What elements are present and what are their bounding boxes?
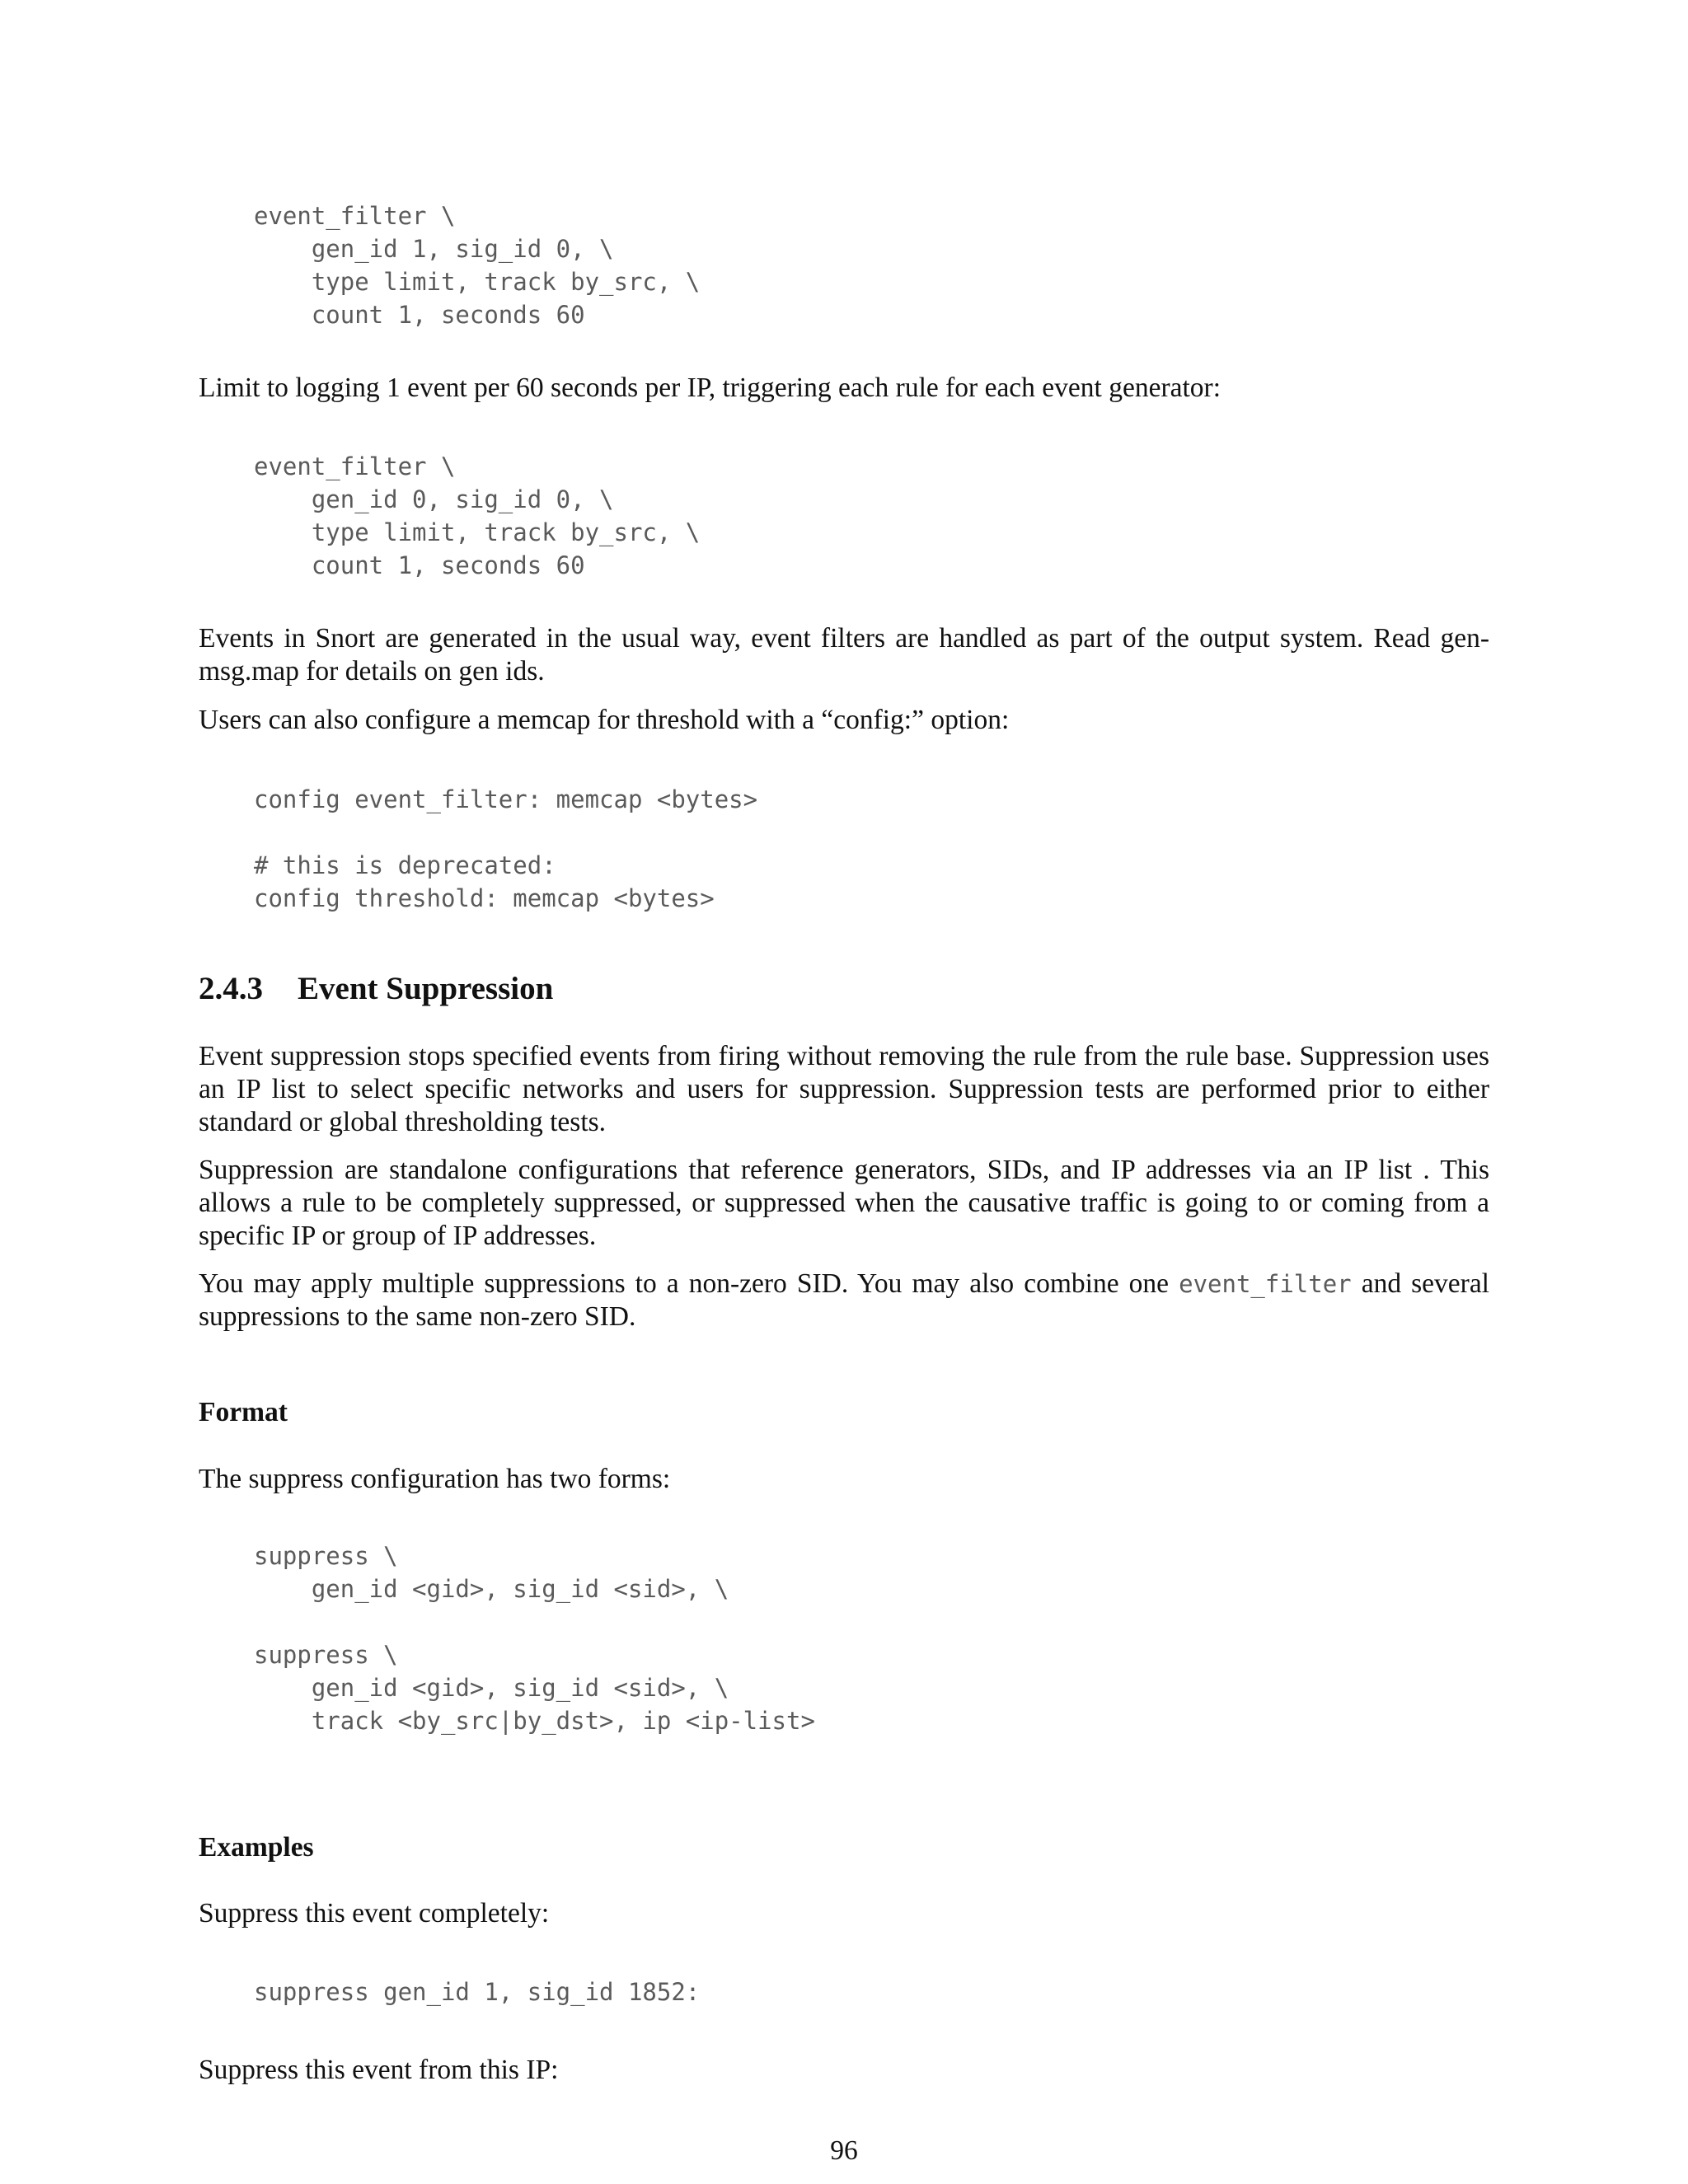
- paragraph-suppression-standalone: Suppression are standalone configurations that reference generators, SIDs, and IP addresses via an IP list . This allows a rule to be completely suppressed, or suppressed when the causative traffic is going to or coming from a specific IP or group of IP addresses.: [199, 1155, 1489, 1251]
- inline-code-event-filter: event_filter: [1179, 1270, 1352, 1298]
- section-heading: [199, 970, 553, 1008]
- multiple-text-after: and several suppressions to the same non-zero SID.: [199, 1268, 1489, 1332]
- paragraph-multiple-suppressions: [199, 1268, 1489, 1333]
- document-page: [199, 0, 1489, 2184]
- paragraph-memcap-intro: Users can also configure a memcap for threshold with a “config:” option:: [199, 705, 1010, 735]
- subheading-examples: Examples: [199, 1832, 314, 1863]
- code-block-memcap: config event_filter: memcap <bytes> # this is deprecated: config threshold: memcap <bytes>: [254, 785, 758, 912]
- page-number: 96: [830, 2135, 858, 2166]
- paragraph-limit-each-generator: Limit to logging 1 event per 60 seconds per IP, triggering each rule for each event generator:: [199, 373, 1221, 403]
- paragraph-events-generated: Events in Snort are generated in the usual way, event filters are handled as part of the output system. Read gen-msg.map for details on gen ids.: [199, 623, 1489, 687]
- paragraph-suppress-from-ip: Suppress this event from this IP:: [199, 2055, 559, 2085]
- paragraph-suppression-intro: Event suppression stops specified events from firing without removing the rule from the rule base. Suppression uses an IP list to select specific networks and users for suppression. Suppression tests are performed prior to either standard or global thresholding tests.: [199, 1041, 1489, 1137]
- subheading-format: Format: [199, 1397, 288, 1427]
- code-block-event-filter-gen0: event_filter \ gen_id 0, sig_id 0, \ type limit, track by_src, \ count 1, seconds 60: [254, 452, 701, 579]
- multiple-text-before: You may apply multiple suppressions to a non-zero SID. You may also combine one: [199, 1268, 1179, 1299]
- paragraph-suppress-completely: Suppress this event completely:: [199, 1898, 550, 1929]
- code-block-event-filter-gen1: event_filter \ gen_id 1, sig_id 0, \ type limit, track by_src, \ count 1, seconds 60: [254, 202, 701, 329]
- section-title: Event Suppression: [298, 971, 554, 1006]
- code-block-suppress-forms: suppress \ gen_id <gid>, sig_id <sid>, \ suppress \ gen_id <gid>, sig_id <sid>, \ track <by_src|by_dst>, ip <ip-list>: [254, 1542, 815, 1735]
- code-block-suppress-example: suppress gen_id 1, sig_id 1852:: [254, 1978, 701, 2006]
- section-number: 2.4.3: [199, 971, 263, 1006]
- paragraph-format-intro: The suppress configuration has two forms:: [199, 1464, 671, 1494]
